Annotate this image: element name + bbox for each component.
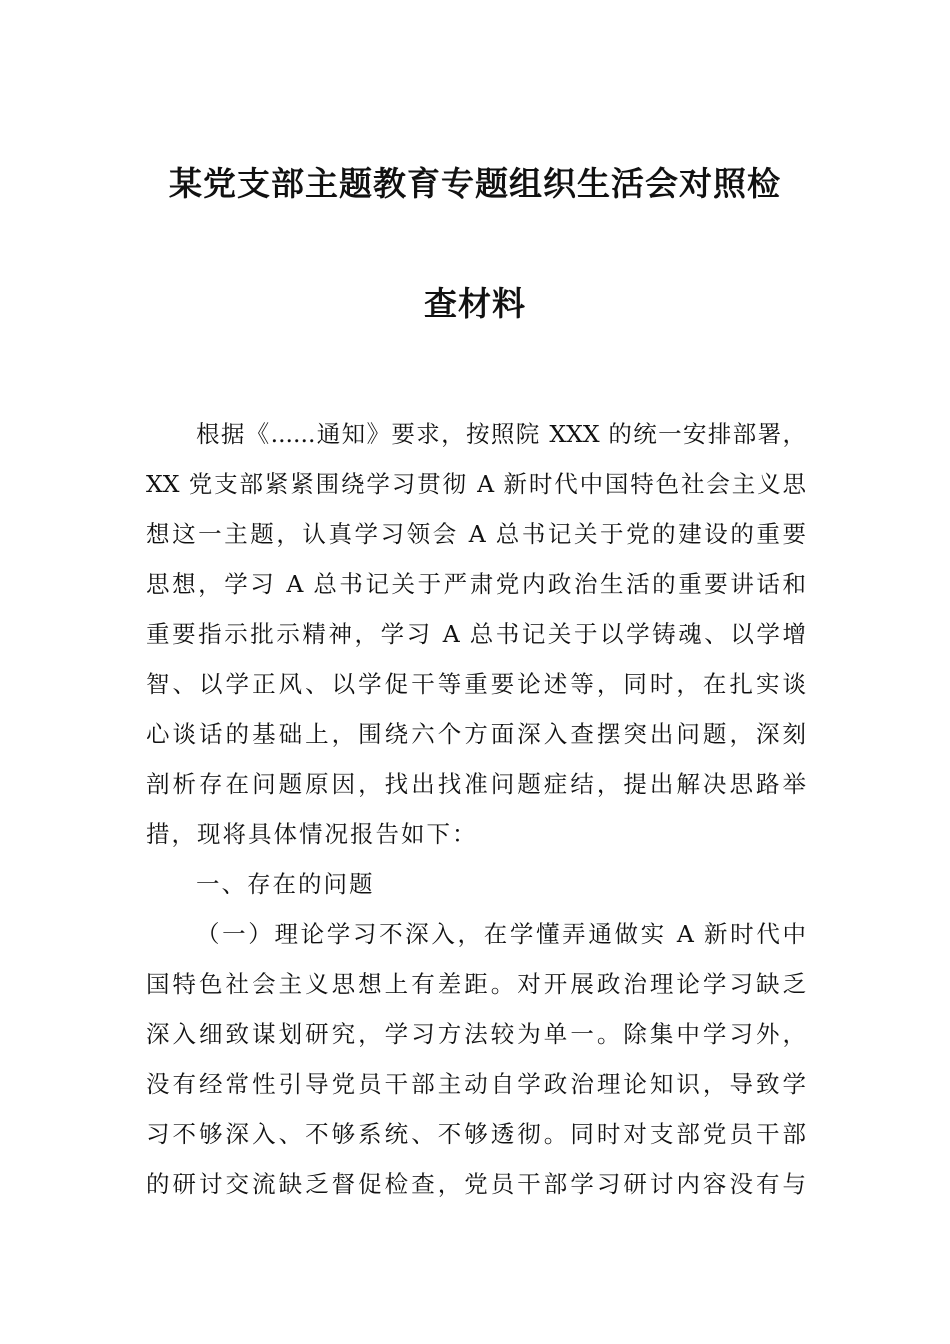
body-line: 重要指示批示精神，学习 A 总书记关于以学铸魂、以学增 (146, 620, 806, 648)
subsection-heading: （一）理论学习不深入，在学懂弄通做实 A 新时代中 (196, 920, 806, 948)
body-line: 深入细致谋划研究，学习方法较为单一。除集中学习外， (146, 1020, 806, 1048)
body-line: 国特色社会主义思想上有差距。对开展政治理论学习缺乏 (146, 970, 806, 998)
body-line: 思想，学习 A 总书记关于严肃党内政治生活的重要讲话和 (146, 570, 806, 598)
body-line: 心谈话的基础上，围绕六个方面深入查摆突出问题，深刻 (146, 720, 806, 748)
body-line: 措，现将具体情况报告如下： (146, 820, 478, 848)
body-line: XX 党支部紧紧围绕学习贯彻 A 新时代中国特色社会主义思 (146, 470, 806, 498)
body-line: 智、以学正风、以学促干等重要论述等，同时，在扎实谈 (146, 670, 806, 698)
body-line: 习不够深入、不够系统、不够透彻。同时对支部党员干部 (146, 1120, 806, 1148)
body-line: 根据《......通知》要求，按照院 XXX 的统一安排部署， (196, 420, 806, 448)
body-line: 的研讨交流缺乏督促检查，党员干部学习研讨内容没有与 (146, 1170, 806, 1198)
body-line: 没有经常性引导党员干部主动自学政治理论知识，导致学 (146, 1070, 806, 1098)
section-heading: 一、存在的问题 (196, 870, 375, 898)
document-title-line-2: 查材料 (424, 284, 526, 323)
body-line: 剖析存在问题原因，找出找准问题症结，提出解决思路举 (146, 770, 806, 798)
document-title-line-1: 某党支部主题教育专题组织生活会对照检 (169, 164, 781, 203)
body-line: 想这一主题，认真学习领会 A 总书记关于党的建设的重要 (146, 520, 806, 548)
